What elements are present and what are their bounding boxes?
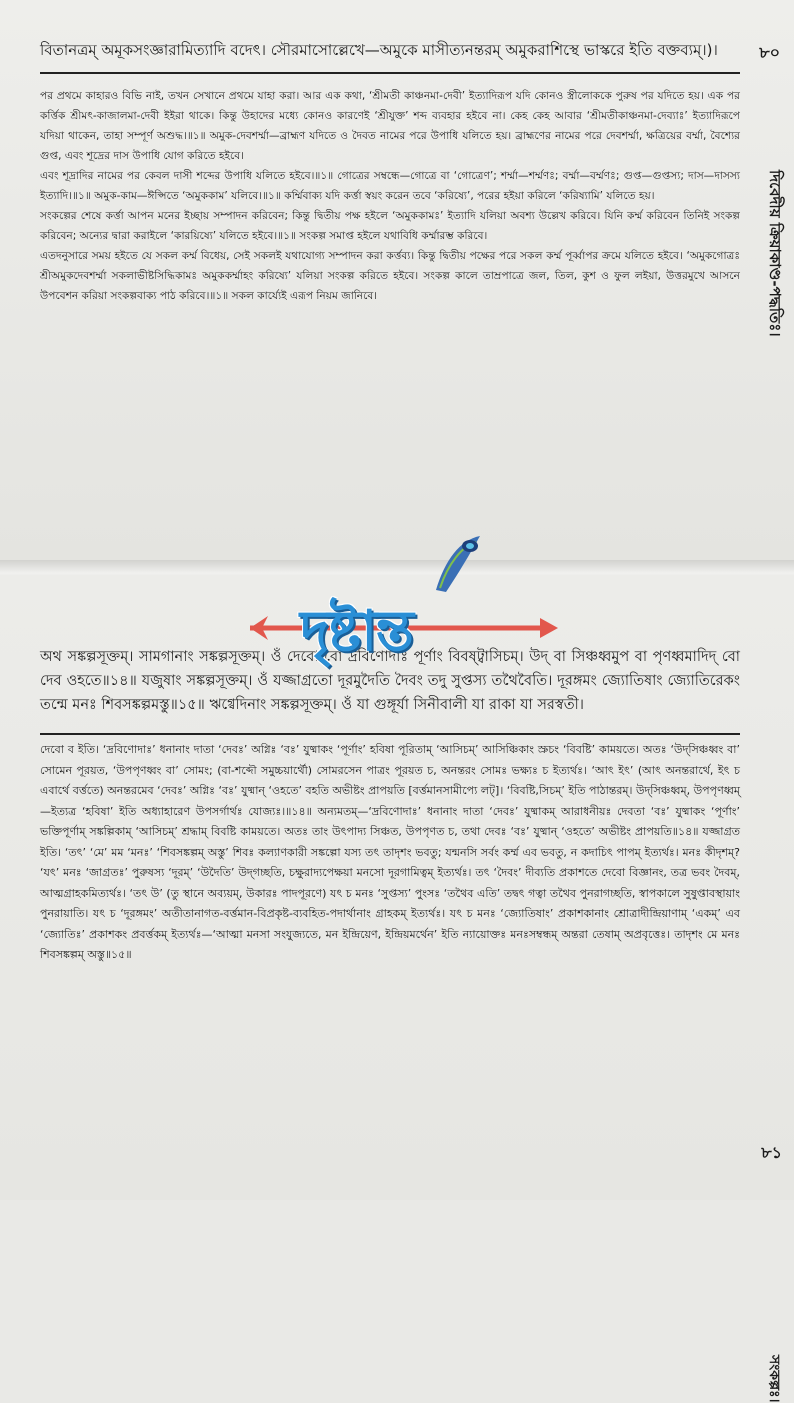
upper-page [0,0,794,570]
commentary-text: দেবো ব ইতি। ‘দ্রবিণোদাঃ’ ধনানাং দাতা ‘দেবঃ’ অগ্নিঃ ‘বঃ’ যুষ্মাকং ‘পূর্ণাং’ হবিষা পূরিতাম্‌ ‘আসিচম্‌’ আসিঞ্চিকাং স্রুচং ‘বিবষ্টি’ কাময়তে। অতঃ ‘উদ্‌সিঞ্চধ্বং বা’ সোমেন পূরয়ত, ‘উপপৃণধ্বং বা’ সোমং; (বা-শব্দৌ সমুচ্চয়ার্থৌ) সোমরসেন পাত্রং পূরয়ত চ, অনন্তরং সোমঃ ভক্ষ্যঃ চ ইত্যর্থঃ। ‘আৎ ইৎ’ (আৎ অনন্তরার্থে, ইৎ চ এবার্থে বর্ত্ততে) অনন্তরমেব ‘দেবঃ’ অগ্নিঃ ‘বঃ’ যুষ্মান্‌ ‘ওহতে’ বহতি অভীষ্টং প্রাপয়তি [বর্ত্তমানসামীপ্যে লট্‌]। ‘বিবষ্টি,সিচম্‌’ ইতি পাঠান্তরম্‌। উদ্‌সিঞ্চধ্বম্‌, উপপৃণধ্বম্‌—ইত্যত্র ‘হবিষা’ ইতি অধ্যাহারেণ উপসর্গার্থঃ যোজ্যঃ।॥১৪॥ অন্যমতম্‌—‘দ্রবিণোদাঃ’ ধনানাং দাতা ‘দেবঃ’ যুষ্মাকম্‌ আরাধনীয়ঃ দেবতা ‘বঃ’ যুষ্মাকং ‘পূর্ণাং’ ভক্তিপূর্ণাম্‌ সঙ্কল্পিকাম্‌ ‘আসিচম্‌’ শ্রদ্ধাম্‌ বিবষ্টি কাময়তে। অতঃ তাং উৎপাদ্য সিঞ্চত, উপপৃণত চ, তথা দেবঃ ‘বঃ’ যুষ্মান্‌ ‘ওহতে’ অভীষ্টং প্রাপয়তি॥১৪॥ যজ্জাগ্রত ইতি। ‘তৎ’ ‘মে’ মম ‘মনঃ’ ‘শিবসঙ্কল্পম্‌ অস্তু’ শিবঃ কল্যাণকারী সঙ্কল্পো যস্য তৎ তাদৃশং ভবতু; যন্মনসি সর্বং কর্ম্ম এব ভবতু, ন কদাচিৎ পাপম্‌ ইত্যর্থঃ। মনঃ কীদৃশম্‌? ‘যৎ’ মনঃ ‘জাগ্রতঃ’ পুরুষস্য ‘দূরম্‌’ ‘উদৈতি’ উদ্‌গচ্ছতি, চক্ষুরাদ্যপেক্ষয়া মনসো দূরগামিত্বম্‌ ইত্যর্থঃ। তৎ ‘দৈবং’ দীব্যতি প্রকাশতে দেবো বিজ্ঞানং, তত্র ভবং দৈবম্‌, আত্মগ্রাহকমিত্যর্থঃ। ‘তৎ উ’ (তু স্থানে অব্যয়ম্‌, উকারঃ পাদপূরণে) যৎ চ মনঃ ‘সুপ্তস্য’ পুংসঃ ‘তথৈব এতি’ তদ্বৎ গত্বা তথৈব পুনরাগচ্ছতি, স্বাপকালে সুষুপ্তাবস্থায়াং পুনরায়াতি। যৎ চ ‘দূরঙ্গমং’ অতীতানাগত-বর্ত্তমান-বিপ্রকৃষ্ট-ব্যবহিত-পদার্থানাং গ্রাহকম্‌ ইত্যর্থঃ। যৎ চ মনঃ ‘জ্যোতিষাং’ প্রকাশকানাং শ্রোত্রাদীন্দ্রিয়াণাম্‌ ‘একম্‌’ এব ‘জ্যোতিঃ’ প্রকাশকং প্রবর্ত্তকম্‌ ইত্যর্থঃ—‘আত্মা মনসা সংযুজ্যতে, মন ইন্দ্রিয়েণ, ইন্দ্রিয়মর্থেন’ ইতি ন্যায়োক্তঃ মনঃসম্বন্ধম্‌ অন্তরা তেষাম্‌ অপ্রবৃত্তেঃ। তাদৃশং মে মনঃ শিবসঙ্কল্পম্‌ অস্তু॥১৫॥ [40,743,740,961]
verse-block: অথ সঙ্কল্পসূক্তম্‌। সামগানাং সঙ্কল্পসূক্তম্‌। ওঁ দেবো বো দ্রবিণোদাঃ পূর্ণাং বিবষ্ট্বাসিচম্‌। উদ্‌ বা সিঞ্চধ্বমুপ বা পৃণধ্বমাদিদ্‌ বো দেব ওহতে॥১৪॥ যজুষাং সঙ্কল্পসূক্তম্‌। ওঁ যজ্জাগ্রতো দূরমুদৈতি দৈবং তদু সুপ্তস্য তথৈবৈতি। দূরঙ্গমং জ্যোতিষাং জ্যোতিরেকং তন্মে মনঃ শিবসঙ্কল্পমস্তু॥১৫॥ ঋগ্বেদিনাং সঙ্কল্পসূক্তম্‌। ওঁ যা গুঙ্গূর্যা সিনীবালী যা রাকা যা সরস্বতী। [40,649,740,713]
paragraph: এতদনুসারে সময় হইতে যে সকল কর্ম্ম বিধেয়, সেই সকলই যথাযোগ্য সম্পাদন করা কর্ত্তব্য। কিন্তু দ্বিতীয় পক্ষের পরে সকল কর্ম্ম পূর্ব্বাপর ক্রমে যলিতে হইবে। ‘অমুকগোত্রঃ শ্রীঅমুকদেবশর্ম্মা সকলাভীষ্টসিদ্ধিকামঃ অমুককর্ম্মাহং করিষ্যে’ যলিয়া সংকল্প করিতে হইবে। সংকল্প কালে তাম্রপাত্রে জল, তিল, কুশ ও ফুল লইয়া, উত্তরমুখে আসনে উপবেশন করিয়া সংকল্পবাক্য পাঠ করিবে।॥১॥ সকল কার্য্যেই এরূপ নিয়ম জানিবে। [40,250,740,302]
header-rule [40,72,740,74]
paragraph: এবং শূদ্রাদির নামের পর কেবল দাসী শব্দের উপাধি যলিতে হইবে।॥১॥ গোত্রের সম্বন্ধে—গোত্রে বা ‘গোত্রেণ’; শর্ম্মা—শর্ম্মণঃ; বর্ম্মা—বর্ম্মণঃ; গুপ্ত—গুপ্তস্য; দাস—দাসস্য ইত্যাদি।॥১॥ অমুক-কাম—ঈপ্সিতে ‘অমুককাম’ যলিবে।॥১॥ কর্ম্মিবাক্য যদি কর্ত্তা স্বয়ং করেন তবে ‘করিষ্যে’, পরের হইয়া করিলে ‘করিষ্যামি’ যলিতে হয়। [40,170,740,202]
paragraph: পর প্রথমে কাহারও বিভি নাই, তখন সেখানে প্রথমে যাহা করা। আর এক কথা, ‘শ্রীমতী কাঞ্চনমা-দেবী’ ইত্যাদিরূপ যদি কোনও স্ত্রীলোককে পুরুষ পর যদিতে হয়। এক পর কর্ত্তিক শ্রীমৎ-কাজালমা-দেবী ইইরা থাকে। কিন্তু উহাদের মধ্যে কোনও কারণেই ‘শ্রীযুক্ত’ শব্দ ব্যবহার হইবে না। কেহ কেহ আবার ‘শ্রীমতীকাঞ্চনমা-দেব্যাঃ’ ইত্যাদিরূপে যদিয়া থাকেন, তাহা সম্পূর্ণ অশুদ্ধ।॥১॥ অমুক-দেবশর্ম্মা—ব্রাহ্মণ যদিতে ও দৈবত নামের পরে উপাধি যলিতে হয়। ব্রাহ্মণের নামের পরে দেবশর্ম্মা, ক্ষত্রিয়ের বর্ম্মা, বৈশ্যের গুপ্ত, এবং শূদ্রের দাস উপাধি যোগ করিতে হইবে। [40,90,740,162]
page-number-bottom: ৮১ [761,1143,782,1162]
verse-rule [40,733,740,735]
page-header-line: বিতানত্রম্‌ অমূকসংজ্ঞারামিত্যাদি বদেৎ। সৌরমাসোল্লেখে—অমুকে মাসীত্যনন্তরম্‌ অমুকরাশিস্থে ভাস্করে ইতি বক্তব্যম্‌।)। [40,41,718,59]
side-section-label: সংকল্পঃ। [766,1355,782,1403]
watermark-logo [240,530,560,670]
paragraph: সংকল্পের শেষে কর্ত্তা আপন মনের ইচ্ছায় সম্পাদন করিবেন; কিন্তু দ্বিতীয় পক্ষ হইলে ‘অমুককামঃ’ ইত্যাদি যলিয়া অবশ্য উল্লেখ করিবে। যিনি কর্ম্ম করিবেন তিনিই সংকল্প করিবেন; অন্যের দ্বারা করাইলে ‘কারয়িষ্যে’ যলিতে হইবে।॥১॥ সংকল্প সমাপ্ত হইলে যথাবিধি কর্ম্মারম্ভ করিবে। [40,210,740,242]
logo-wordmark: দৃষ্টান্ত [300,599,412,664]
page-number-top: ৮০ [759,43,780,62]
side-running-title: দিবেদীয় ক্রিয়াকাণ্ড-পদ্ধতিঃ। [766,170,784,337]
upper-text-block [40,86,740,526]
